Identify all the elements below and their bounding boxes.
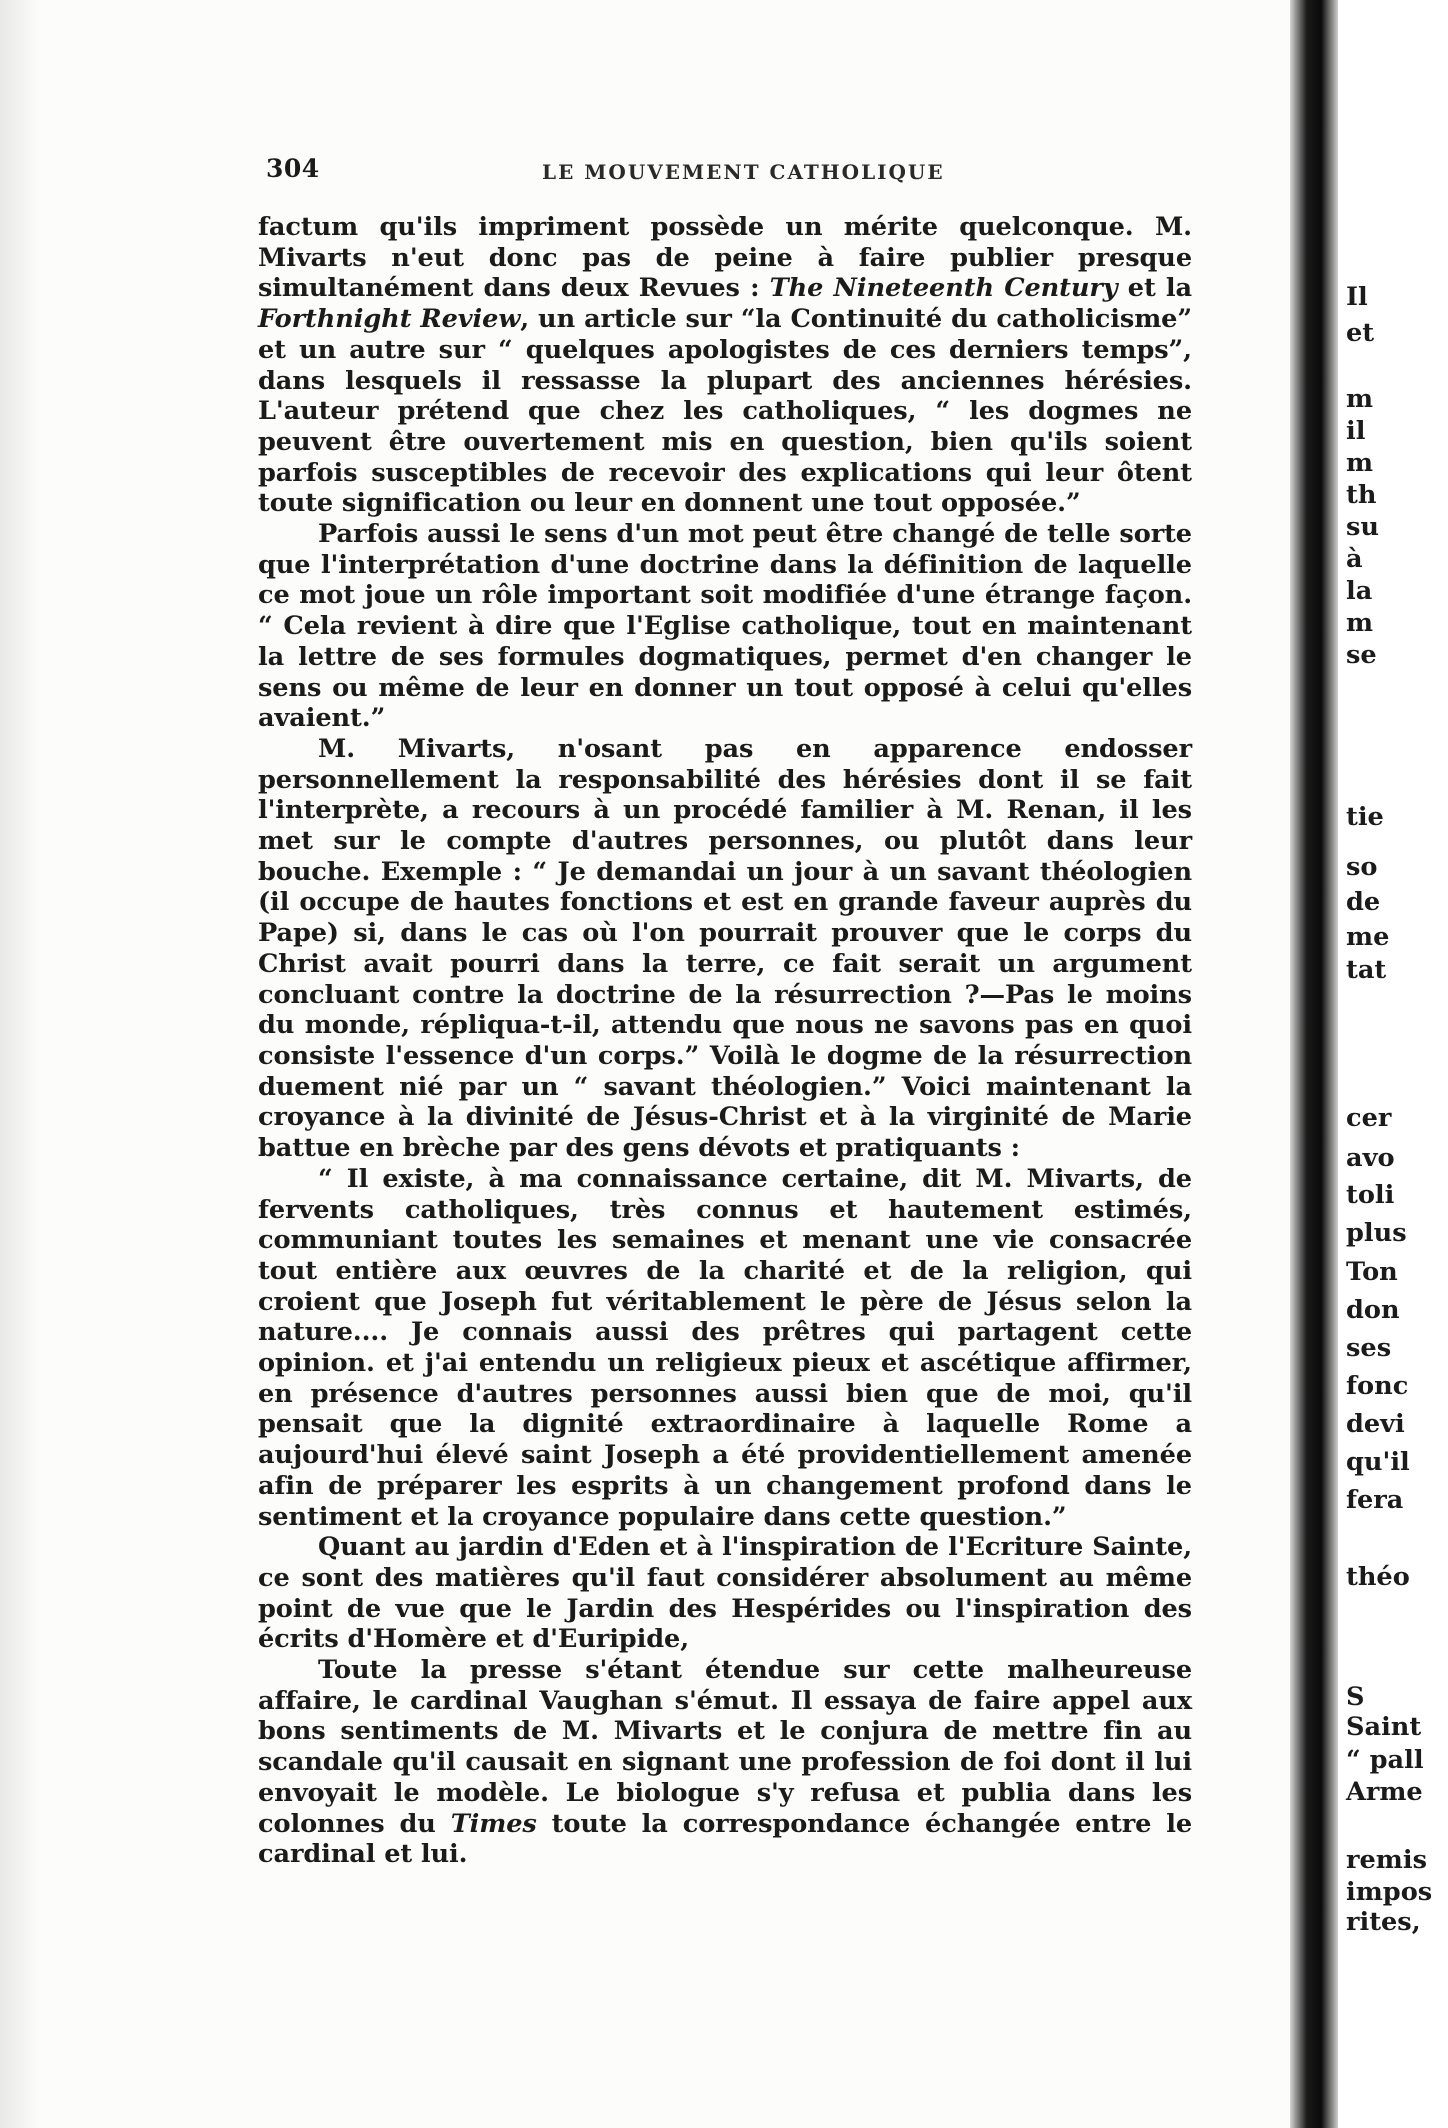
page-edge-shadow [0,0,40,2128]
right-page-fragment: su [1346,512,1380,542]
running-head-title: LE MOUVEMENT CATHOLIQUE [542,160,945,184]
paragraph: Quant au jardin d'Eden et à l'inspiration de l'Ecriture Sainte, ce sont des matières qu'il faut considérer absolument au même point de vue que le Jardin des Hespérides ou l'inspiration des écrits d'Homère et d'Euripide, [258,1532,1192,1655]
right-page-fragment: m [1346,608,1374,638]
right-page-fragment: il [1346,416,1366,446]
right-page-fragment: tie [1346,802,1384,832]
right-page-fragment: qu'il [1346,1447,1410,1477]
right-page-fragment: et [1346,318,1375,348]
right-page-fragment: devi [1346,1409,1405,1439]
right-page-fragment: Il [1346,282,1368,312]
right-page-fragment: remis [1346,1845,1427,1875]
right-page-fragment: Ton [1346,1257,1398,1287]
paragraph: “ Il existe, à ma connaissance certaine, dit M. Mivarts, de fervents catholiques, très connus et hautement estimés, communiant toutes les semaines et menant une vie consacrée tout entière aux œuvres de la charité et de la religion, qui croient que Joseph fut véritablement le père de Jésus selon la nature.... Je connais aussi des prêtres qui partagent cette opinion. et j'ai entendu un religieux pieux et ascétique affirmer, en présence d'autres personnes aussi bien que de moi, qu'il pensait que la dignité extraordinaire à laquelle Rome a aujourd'hui élevé saint Joseph a été providentiellement amenée afin de préparer les esprits à un changement profond dans le sentiment et la croyance populaire dans cette question.” [258,1163,1192,1532]
right-page-fragment: Arme [1346,1777,1423,1807]
page-number: 304 [266,154,320,183]
right-page-fragment: à [1346,544,1363,574]
right-page-fragment: me [1346,922,1390,952]
right-page-fragment: toli [1346,1180,1395,1210]
right-page-fragment: de [1346,887,1381,917]
right-page-fragment: tat [1346,955,1387,985]
right-page-fragment: rites, [1346,1907,1421,1937]
right-page-cropped [1338,0,1448,2128]
right-page-fragment: théo [1346,1562,1410,1592]
right-page-fragment: so [1346,852,1378,882]
right-page-fragment: don [1346,1295,1400,1325]
right-page-fragment: m [1346,448,1374,478]
right-page-fragment: cer [1346,1103,1392,1133]
right-page-fragment: Saint [1346,1712,1422,1742]
right-page-fragment: fera [1346,1485,1404,1515]
paragraph: Parfois aussi le sens d'un mot peut être changé de telle sorte que l'interprétation d'une doctrine dans la définition de laquelle ce mot joue un rôle important soit modifiée d'une étrange façon. “ Cela revient à dire que l'Eglise catholique, tout en maintenant la lettre de ses formules dogmatiques, permet d'en changer le sens ou même de leur en donner un tout opposé à celui qu'elles avaient.” [258,519,1192,734]
running-head [258,150,1192,190]
paragraph: factum qu'ils impriment possède un mérite quelconque. M. Mivarts n'eut donc pas de peine à faire publier presque simultanément dans deux Revues : The Nineteenth Century et la Forthnight Review, un article sur “la Continuité du catholicisme” et un autre sur “ quelques apologistes de ces derniers temps”, dans lesquels il ressasse la plupart des anciennes hérésies. L'auteur prétend que chez les catholiques, “ les dogmes ne peuvent être ouvertement mis en question, bien qu'ils soient parfois susceptibles de recevoir des explications qui leur ôtent toute signification ou leur en donnent une tout opposée.” [258,212,1193,519]
right-page-fragment: la [1346,576,1373,606]
right-page-fragment: th [1346,480,1377,510]
right-page-fragment: ses [1346,1333,1392,1363]
left-page [258,150,1192,1870]
right-page-fragment: avo [1346,1143,1395,1173]
right-page-fragment: fonc [1346,1371,1409,1401]
right-page-fragment: impos [1346,1877,1433,1907]
body-text [258,212,1192,1870]
paragraph: Toute la presse s'étant étendue sur cette malheureuse affaire, le cardinal Vaughan s'émut. Il essaya de faire appel aux bons sentiments de M. Mivarts et le conjura de mettre fin au scandale qu'il causait en signant une profession de foi dont il lui envoyait le modèle. Le biologue s'y refusa et publia dans les colonnes du Times toute la correspondance échangée entre le cardinal et lui. [258,1655,1193,1870]
right-page-fragment: S [1346,1682,1365,1712]
right-page-fragment: m [1346,384,1374,414]
right-page-fragment: se [1346,640,1377,670]
paragraph: M. Mivarts, n'osant pas en apparence endosser personnellement la responsabilité des hérésies dont il se fait l'interprète, a recours à un procédé familier à M. Renan, il les met sur le compte d'autres personnes, ou plutôt dans leur bouche. Exemple : “ Je demandai un jour à un savant théologien (il occupe de hautes fonctions et est en grande faveur auprès du Pape) si, dans le cas où l'on pourrait prouver que le corps du Christ avait pourri dans la terre, ce fait serait un argument concluant contre la doctrine de la résurrection ?—Pas le moins du monde, répliqua-t-il, attendu que nous ne savons pas en quoi consiste l'essence d'un corps.” Voilà le dogme de la résurrection duement nié par un “ savant théologien.” Voici maintenant la croyance à la divinité de Jésus-Christ et à la virginité de Marie battue en brèche par des gens dévots et pratiquants : [258,733,1192,1164]
book-gutter [1290,0,1338,2128]
right-page-fragment: “ pall [1346,1745,1424,1775]
right-page-fragment: plus [1346,1218,1407,1248]
